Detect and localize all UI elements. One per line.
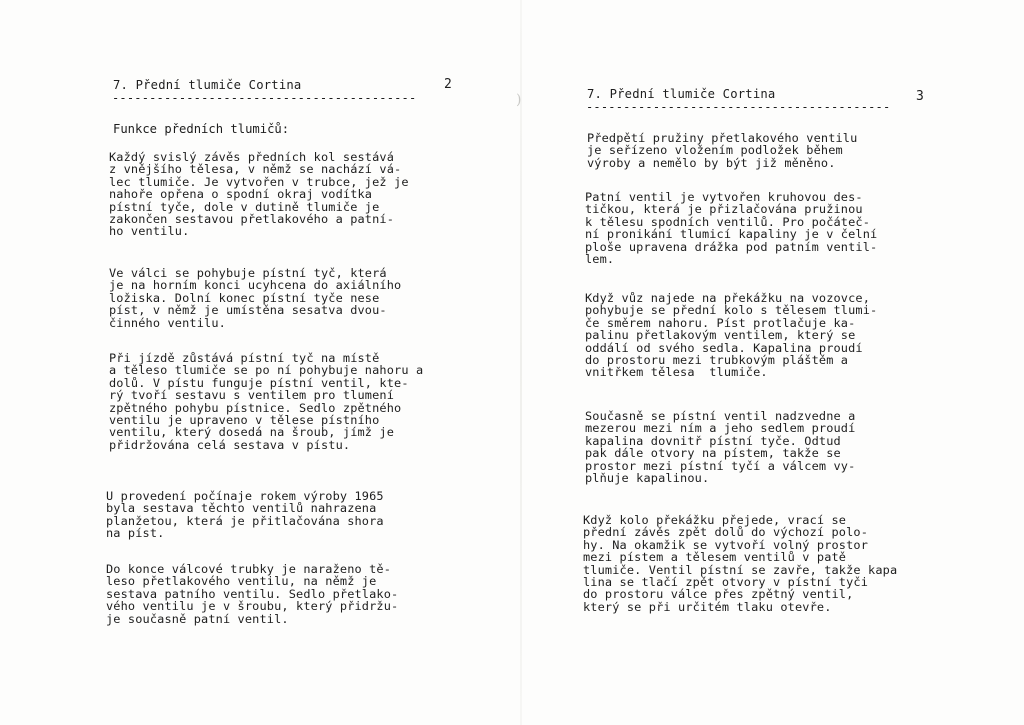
header-rule: ----------------------------------------- [112, 91, 417, 105]
paragraph-4: U provedení počínaje rokem výroby 1965 byla sestava těchto ventilů nahrazena planžetou, která je přitlačována shora na píst. [106, 489, 384, 541]
paragraph-1: Každý svislý závěs předních kol sestává z vnějšího tělesa, v němž se nachází vá- lec tlumiče. Je vytvořen v trubce, jež je nahoře opřena o spodní okraj vodítka pístní tyče, dole v dutině tlumiče je zakončen sestavou přetlakového a patní- ho ventilu. [109, 150, 409, 239]
paragraph-3: Při jízdě zůstává pístní tyč na místě a těleso tlumiče se po ní pohybuje nahoru a dolů. V pístu funguje pístní ventil, kte- rý tvoří sestavu s ventilem pro tlumení zpětného pohybu pístnice. Sedlo zpětného ventilu je upraveno v tělese pístního ventilu, který dosedá na šroub, jímž je přidržována celá sestava v pístu. [109, 351, 424, 452]
section-heading: Funkce předních tlumičů: [113, 122, 290, 136]
page-header-title: 7. Přední tlumiče Cortina [587, 87, 776, 101]
paragraph-1: Předpětí pružiny přetlakového ventilu je seřízeno vložením podložek během výroby a nemělo by být již měněno. [587, 131, 858, 170]
paragraph-3: Když vůz najede na překážku na vozovce, pohybuje se přední kolo s tělesem tlumi- če směrem nahoru. Píst protlačuje ka- palinu přetlakovým ventilem, který se oddálí od svého sedla. Kapalina proudí do prostoru mezi trubkovým pláštěm a vnitřkem tělesa tlumiče. [585, 291, 878, 380]
paragraph-5: Do konce válcové trubky je naraženo tě- leso přetlakového ventilu, na němž je sestava patního ventilu. Sedlo přetlako- vého ventilu je v šroubu, který přidržu- je současně patní ventil. [106, 562, 399, 626]
paragraph-2: Patní ventil je vytvořen kruhovou des- tičkou, která je přizlačována pružinou k tělesu spodních ventilů. Pro počáteč- ní pronikání tlumicí kapaliny je v čelní ploše upravena drážka pod patním ventil- lem. [585, 190, 878, 267]
gutter-mark: ) [516, 92, 522, 108]
page-number: 2 [444, 77, 452, 92]
page-number: 3 [916, 89, 924, 104]
page-header-title: 7. Přední tlumiče Cortina [113, 78, 302, 92]
right-page [522, 0, 1024, 725]
paragraph-2: Ve válci se pohybuje pístní tyč, která je na horním konci ucyhcena do axiálního ložiska. Dolní konec pístní tyče nese píst, v němž je umístěna sesatva dvou- činného ventilu. [109, 266, 402, 330]
paragraph-4: Současně se pístní ventil nadzvedne a mezerou mezi ním a jeho sedlem proudí kapalina dovnitř pístní tyče. Odtud pak dále otvory na pístem, takže se prostor mezi pístní tyčí a válcem vy- plňuje kapalinou. [585, 409, 856, 486]
paragraph-5: Když kolo překážku přejede, vrací se přední závěs zpět dolů do výchozí polo- hy. Na okamžik se vytvoří volný prostor mezi pístem a tělesem ventilů v patě tlumiče. Ventil pístní se zavře, takže kapa lina se tlačí zpět otvory v pístní tyči do prostoru válce přes zpětný ventil, který se při určitém tlaku otevře. [583, 513, 898, 614]
header-rule: ----------------------------------------- [586, 100, 891, 114]
